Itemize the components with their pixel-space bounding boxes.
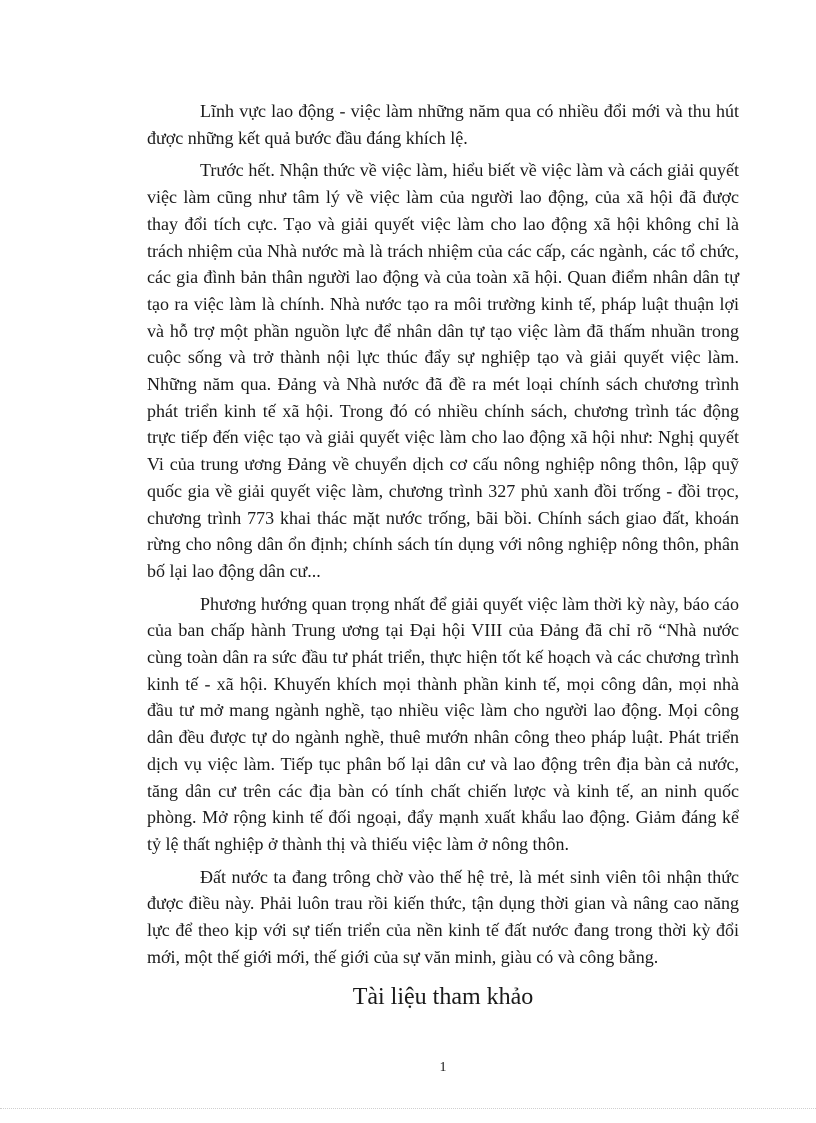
page-bottom-divider	[0, 1108, 816, 1109]
paragraph-intro: Lĩnh vực lao động - việc làm những năm qua có nhiều đổi mới và thu hút được những kết quả bước đầu đáng khích lệ.	[147, 101, 739, 148]
page-number: 1	[439, 1060, 447, 1075]
paragraph-awareness: Trước hết. Nhận thức về việc làm, hiểu biết về việc làm và cách giải quyết việc làm cũng như tâm lý về việc làm của người lao động, của xã hội đã được thay đổi tích cực. Tạo và giải quyết việc làm cho lao động xã hội không chỉ là trách nhiệm của Nhà nước mà là trách nhiệm của các cấp, các ngành, các tổ chức, các gia đình bản thân người lao động và của toàn xã hội. Quan điểm nhân dân tự tạo ra việc làm là chính. Nhà nước tạo ra môi trường kinh tế, pháp luật thuận lợi và hỗ trợ một phần nguồn lực để nhân dân tự tạo việc làm đã thấm nhuần trong cuộc sống và trở thành nội lực thúc đẩy sự nghiệp tạo và giải quyết việc làm. Những năm qua. Đảng và Nhà nước đã đề ra mét loại chính sách chương trình phát triển kinh tế xã hội. Trong đó có nhiều chính sách, chương trình tác động trực tiếp đến việc tạo và giải quyết việc làm cho lao động xã hội như: Nghị quyết Vi của trung ương Đảng về chuyển dịch cơ cấu nông nghiệp nông thôn, lập quỹ quốc gia về giải quyết việc làm, chương trình 327 phủ xanh đồi trống - đồi trọc, chương trình 773 khai thác mặt nước trống, bãi bồi. Chính sách giao đất, khoán rừng cho nông dân ổn định; chính sách tín dụng với nông nghiệp nông thôn, phân bố lại lao động dân cư...	[147, 160, 739, 581]
references-heading: Tài liệu tham khảo	[352, 984, 534, 1010]
paragraph-conclusion: Đất nước ta đang trông chờ vào thế hệ trẻ, là mét sinh viên tôi nhận thức được điều này. Phải luôn trau rồi kiến thức, tận dụng thời gian và nâng cao năng lực để theo kịp với sự tiến triển của nền kinh tế đất nước đang trong thời kỳ đổi mới, một thế giới mới, thế giới của sự văn minh, giàu có và công bằng.	[147, 866, 739, 967]
paragraph-direction: Phương hướng quan trọng nhất để giải quyết việc làm thời kỳ này, báo cáo của ban chấp hành Trung ương tại Đại hội VIII của Đảng đã chỉ rõ “Nhà nước cùng toàn dân ra sức đầu tư phát triển, thực hiện tốt kế hoạch và các chương trình kinh tế - xã hội. Khuyến khích mọi thành phần kinh tế, mọi công dân, mọi nhà đầu tư mở mang ngành nghề, tạo nhiều việc làm cho người lao động. Mọi công dân đều được tự do ngành nghề, thuê mướn nhân công theo pháp luật. Phát triển dịch vụ việc làm. Tiếp tục phân bố lại dân cư và lao động trên địa bàn cả nước, tăng dân cư trên các địa bàn có tính chất chiến lược và kinh tế, an ninh quốc phòng. Mở rộng kinh tế đối ngoại, đẩy mạnh xuất khẩu lao động. Giảm đáng kể tỷ lệ thất nghiệp ở thành thị và thiếu việc làm ở nông thôn.	[147, 593, 739, 854]
body-text	[147, 98, 739, 977]
